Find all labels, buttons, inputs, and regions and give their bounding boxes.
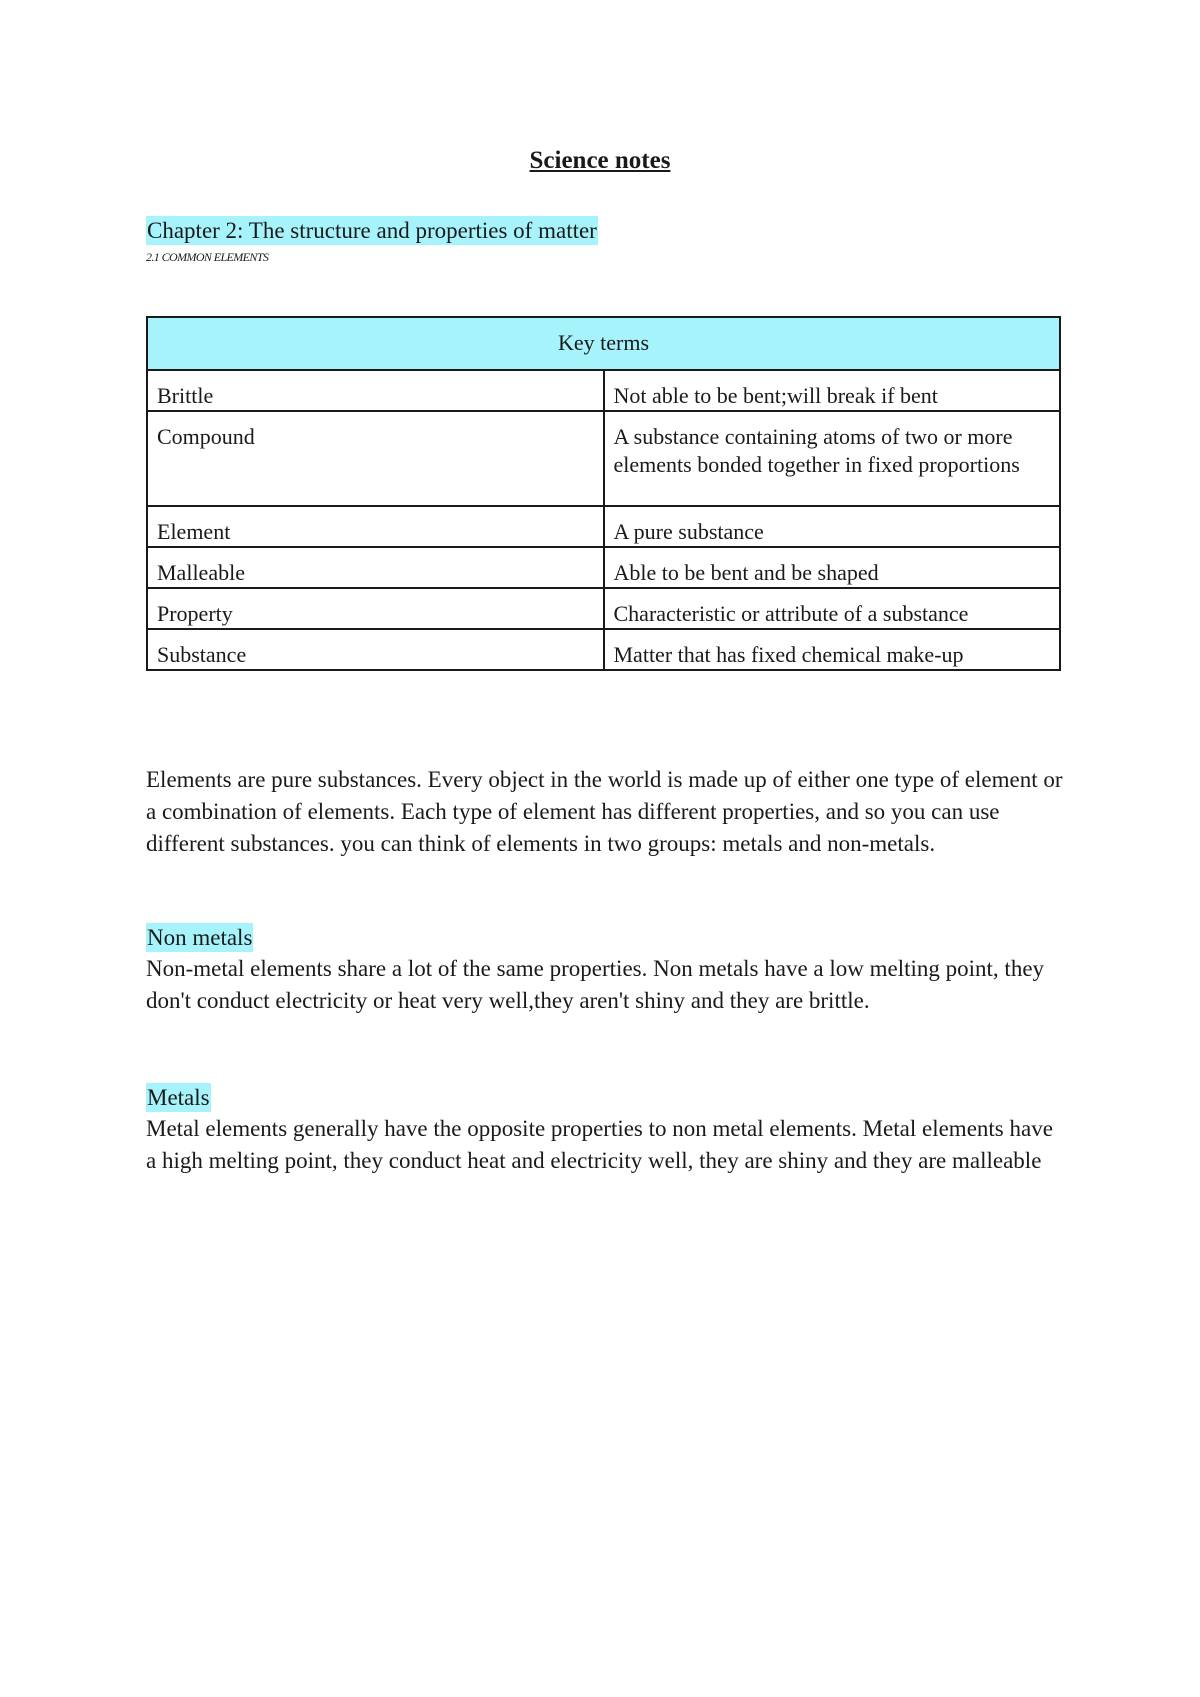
table-row (147, 629, 1060, 670)
key-terms-table (146, 316, 1061, 671)
table-row (147, 506, 1060, 547)
table-row (147, 370, 1060, 411)
non-metals-paragraph: Non-metal elements share a lot of the same properties. Non metals have a low melting point, they don't conduct electricity or heat very well,they aren't shiny and they are brittle. (146, 956, 1045, 1013)
table-header: Key terms (147, 317, 1060, 370)
table-row (147, 411, 1060, 506)
term-cell: Substance (147, 629, 604, 670)
term-cell: Brittle (147, 370, 604, 411)
metals-paragraph: Metal elements generally have the opposite properties to non metal elements. Metal elements have a high melting point, they conduct heat and electricity well, they are shiny and they are malleable (146, 1116, 1053, 1173)
section-subheading: 2.1 COMMON ELEMENTS (146, 250, 269, 264)
definition-cell: Able to be bent and be shaped (604, 547, 1061, 588)
definition-cell: Matter that has fixed chemical make-up (604, 629, 1061, 670)
definition-cell: A substance containing atoms of two or more elements bonded together in fixed proportions (604, 411, 1061, 506)
definition-cell: Not able to be bent;will break if bent (604, 370, 1061, 411)
non-metals-heading: Non metals (147, 925, 253, 950)
table-row (147, 588, 1060, 629)
page-title: Science notes (529, 147, 671, 174)
metals-heading: Metals (147, 1085, 210, 1110)
table-row (147, 547, 1060, 588)
term-cell: Compound (147, 411, 604, 506)
table-header-row (147, 317, 1060, 370)
definition-cell: Characteristic or attribute of a substance (604, 588, 1061, 629)
chapter-heading: Chapter 2: The structure and properties of matter (147, 218, 597, 243)
term-cell: Element (147, 506, 604, 547)
definition-cell: A pure substance (604, 506, 1061, 547)
term-cell: Malleable (147, 547, 604, 588)
intro-paragraph: Elements are pure substances. Every object in the world is made up of either one type of element or a combination of elements. Each type of element has different properties, and so you can use different substances. you can think of elements in two groups: metals and non-metals. (146, 767, 1063, 856)
term-cell: Property (147, 588, 604, 629)
